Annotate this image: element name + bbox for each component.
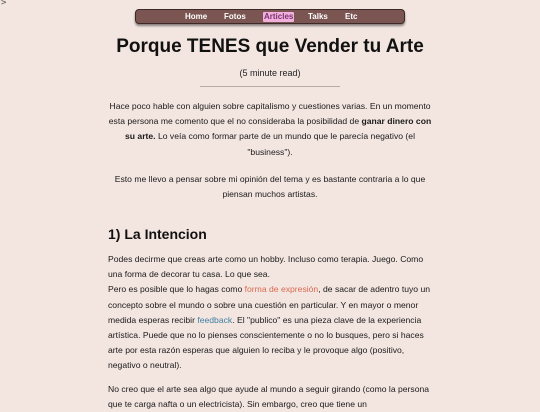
intro-paragraph (108, 99, 432, 160)
section-paragraph-2: No creo que el arte sea algo que ayude al mundo a seguir girando (como la persona que te carga nafta o un electricista). Sin embargo, creo que tiene un (108, 384, 430, 410)
s1-line1: Podes decirme que creas arte como un hobby. Incluso como terapia. Juego. Como una forma de decorar tu casa. Lo que sea. (108, 254, 424, 280)
section-paragraph-1 (108, 252, 434, 374)
section-heading-intencion: 1) La Intencion (108, 226, 207, 242)
read-time: (5 minute read) (239, 68, 301, 78)
page-title: Porque TENES que Vender tu Arte (116, 36, 424, 57)
nav-talks[interactable]: Talks (308, 12, 328, 21)
nav-home[interactable]: Home (185, 12, 208, 21)
intro-paragraph-2: Esto me llevo a pensar sobre mi opinión del tema y es bastante contraria a lo que piensan muchos artistas. (114, 174, 426, 200)
nav-articles[interactable]: Articles (264, 12, 294, 21)
title-divider (200, 86, 340, 87)
intro-text-a: Hace poco hable con alguien sobre capitalismo y cuestiones varias. En un momento esta persona me comento que el no consideraba la posibilidad de (108, 101, 431, 127)
intro-bold-text: ganar dinero con su arte. (125, 116, 432, 142)
s1-text-a: Pero es posible que lo hagas como (108, 284, 245, 295)
top-navbar (135, 9, 405, 24)
intro-text-b: Lo veía como formar parte de un mundo que le parecía negativo (el "business"). (155, 131, 415, 157)
s1-text-b: , de sacar de adentro tuyo un concepto sobre el mundo o sobre una cuestión en particular. Y en mayor o menor medida esperas recibir (108, 284, 431, 325)
nav-etc[interactable]: Etc (345, 12, 358, 21)
link-forma-de-expresion[interactable]: forma de expresión (244, 284, 319, 295)
corner-glyph: > (1, 0, 7, 8)
s1-text-c: . El "publico" es una pieza clave de la experiencia artística. Puede que no lo pienses conscientemente o no lo busques, pero si haces arte por esta razón esperas que alguien lo reciba y le provoque algo (positivo, negativo o neutral). (108, 314, 424, 371)
link-feedback[interactable]: feedback (197, 314, 233, 325)
nav-fotos[interactable]: Fotos (224, 12, 246, 21)
